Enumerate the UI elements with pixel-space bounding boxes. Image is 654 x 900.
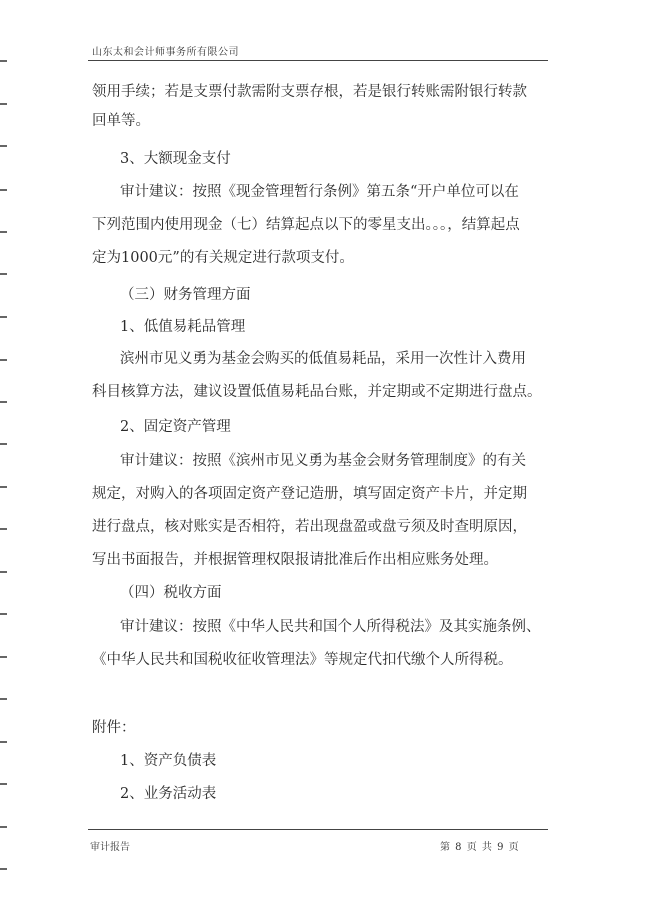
attachment-item: 1、资产负债表 (120, 753, 217, 769)
punch-mark (0, 783, 7, 785)
punch-mark (0, 868, 7, 870)
body-line: 规定，对购入的各项固定资产登记造册，填写固定资产卡片，并定期 (92, 486, 527, 502)
body-line: 回单等。 (92, 113, 150, 129)
body-line: 审计建议：按照《滨州市见义勇为基金会财务管理制度》的有关 (120, 453, 526, 469)
punch-mark (0, 656, 7, 658)
punch-mark (0, 189, 7, 191)
body-line: 《中华人民共和国税收征收管理法》等规定代扣代缴个人所得税。 (92, 652, 513, 668)
section-heading: 2、固定资产管理 (120, 419, 231, 435)
punch-mark (0, 316, 7, 318)
section-heading: 3、大额现金支付 (120, 151, 231, 167)
punch-mark (0, 443, 7, 445)
body-line: 写出书面报告，并根据管理权限报请批准后作出相应账务处理。 (92, 552, 498, 568)
header-rule (88, 60, 548, 61)
punch-mark (0, 698, 7, 700)
punch-mark (0, 826, 7, 828)
body-line: 科目核算方法，建议设置低值易耗品台账，并定期或不定期进行盘点。 (92, 384, 542, 400)
punch-mark (0, 103, 7, 105)
punch-mark (0, 231, 7, 233)
attachment-item: 2、业务活动表 (120, 786, 217, 802)
punch-mark (0, 145, 7, 147)
footer-page-number: 第 8 页 共 9 页 (440, 842, 520, 853)
punch-mark (0, 486, 7, 488)
punch-mark (0, 613, 7, 615)
punch-mark (0, 401, 7, 403)
punch-mark (0, 273, 7, 275)
section-heading: 1、低值易耗品管理 (120, 319, 246, 335)
attachments-heading: 附件： (92, 720, 136, 736)
punch-mark (0, 359, 7, 361)
body-line: 领用手续；若是支票付款需附支票存根，若是银行转账需附银行转款 (92, 84, 527, 100)
header-company-name: 山东太和会计师事务所有限公司 (92, 47, 239, 58)
body-line: 滨州市见义勇为基金会购买的低值易耗品，采用一次性计入费用 (120, 351, 526, 367)
punch-mark (0, 60, 7, 62)
punch-mark (0, 528, 7, 530)
body-line: 进行盘点，核对账实是否相符，若出现盘盈或盘亏须及时查明原因， (92, 519, 527, 535)
section-heading: （三）财务管理方面 (120, 287, 251, 303)
section-heading: （四）税收方面 (120, 585, 222, 601)
body-line: 审计建议：按照《中华人民共和国个人所得税法》及其实施条例、 (120, 619, 541, 635)
punch-mark (0, 741, 7, 743)
footer-report-title: 审计报告 (90, 842, 130, 853)
body-line: 定为1000元”的有关规定进行款项支付。 (92, 250, 354, 266)
body-line: 审计建议：按照《现金管理暂行条例》第五条“开户单位可以在 (120, 184, 519, 200)
body-line: 下列范围内使用现金（七）结算起点以下的零星支出。。。，结算起点 (92, 217, 520, 233)
punch-mark (0, 571, 7, 573)
footer-rule (88, 829, 548, 830)
